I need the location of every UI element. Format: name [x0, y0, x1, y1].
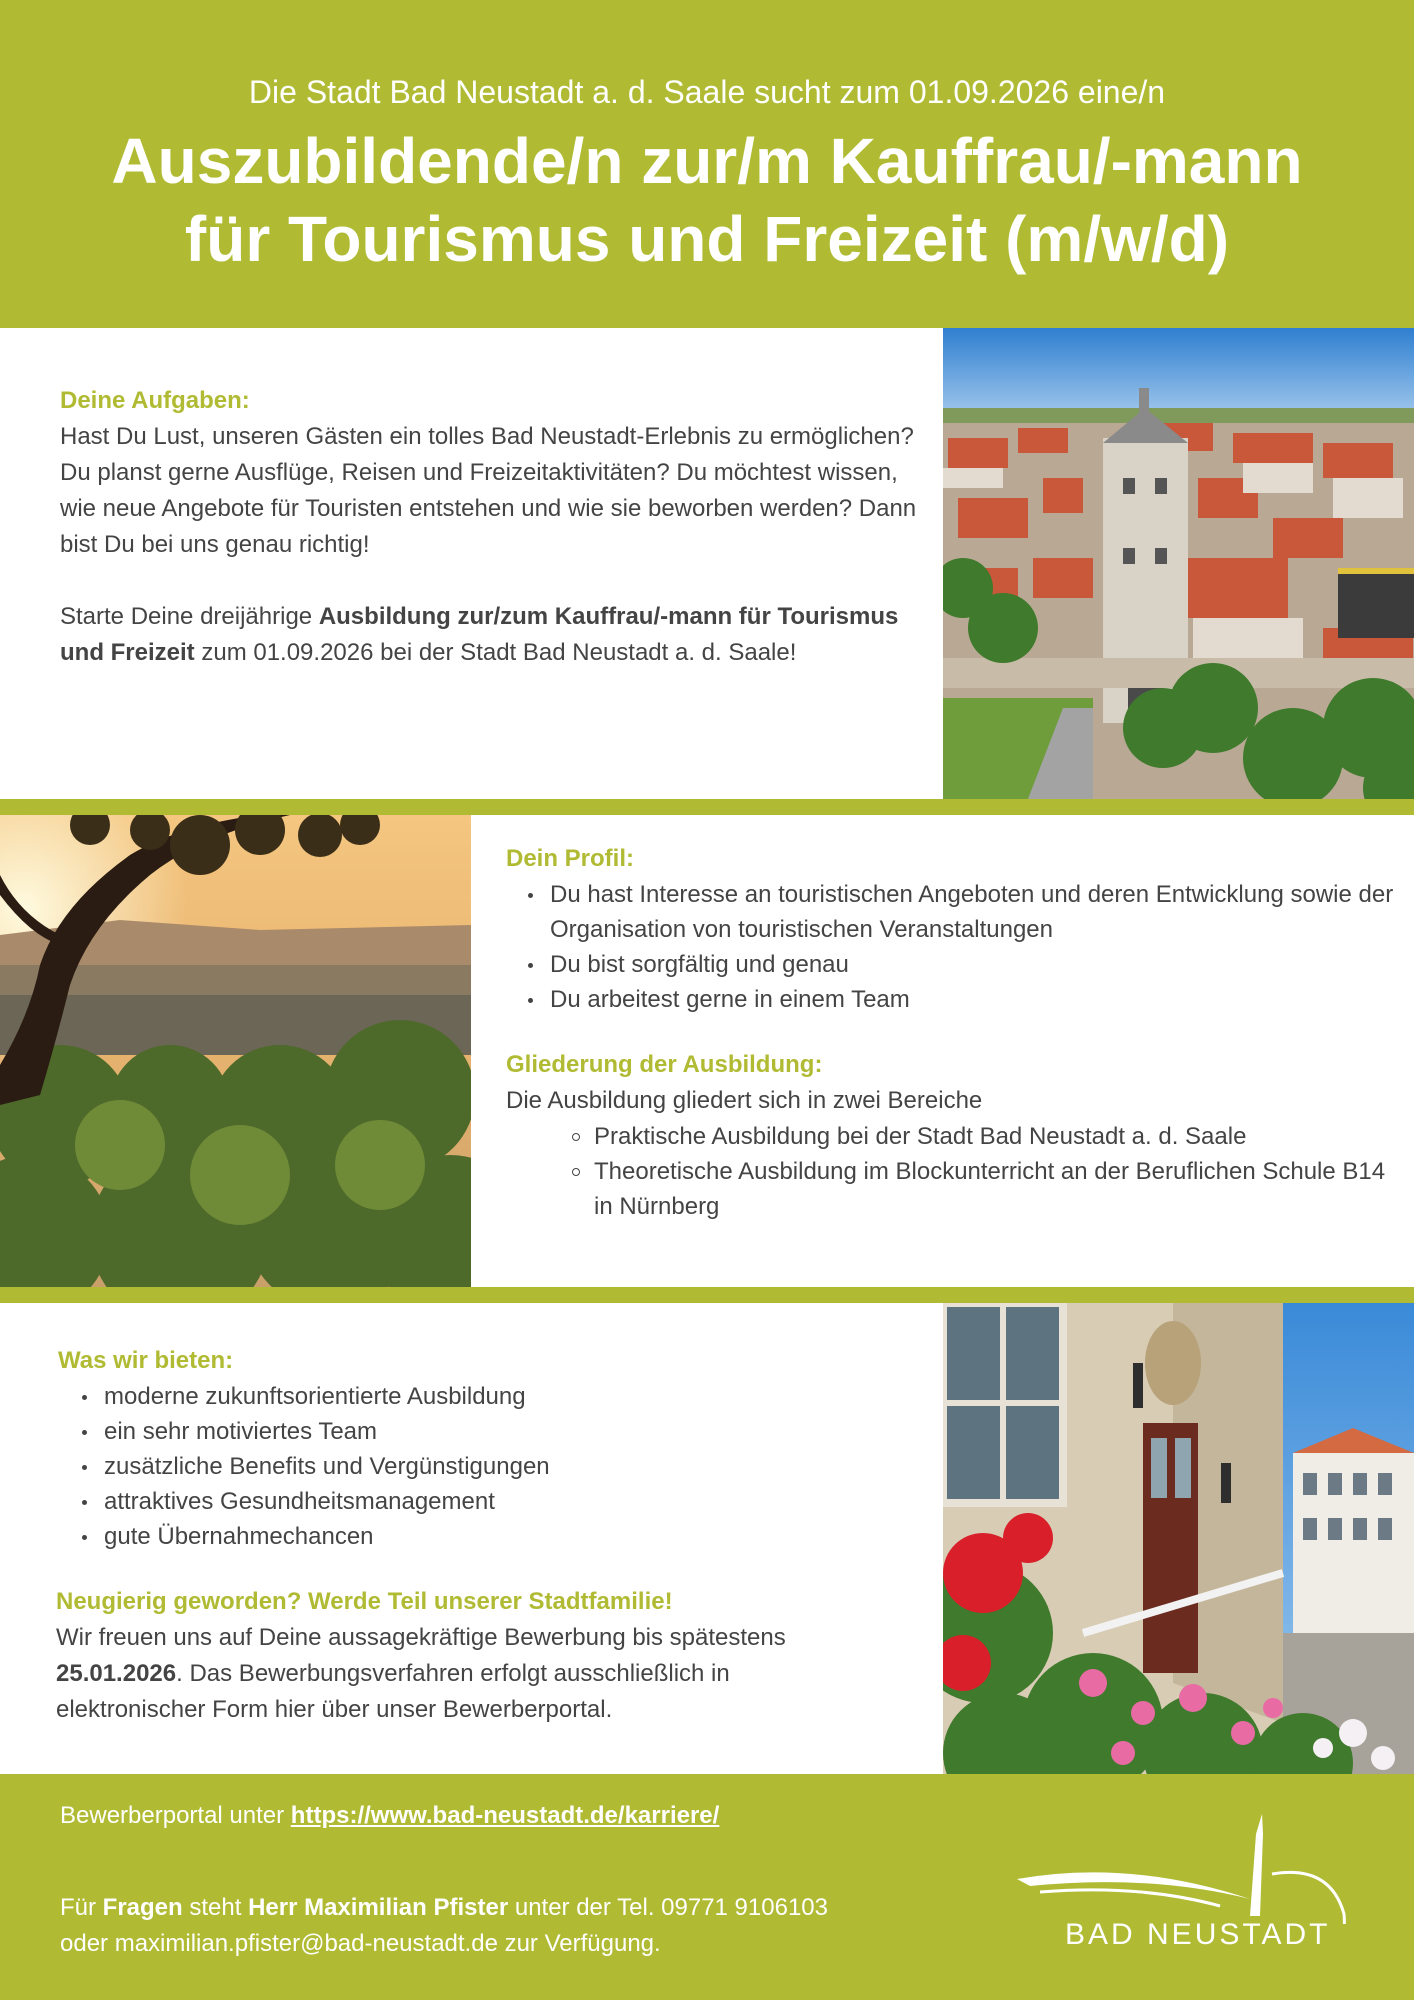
- profile-section: [471, 815, 1414, 1287]
- job-title-line-1: Auszubildende/n zur/m Kauffrau/-mann: [111, 125, 1303, 197]
- offer-list: [58, 1379, 918, 1554]
- bad-neustadt-logo: [1010, 1804, 1390, 1974]
- portal-line: [60, 1798, 719, 1834]
- header-banner: [0, 0, 1414, 328]
- contact-info: [60, 1890, 960, 1962]
- tasks-paragraph-2-end: zum 01.09.2026 bei der Stadt Bad Neustadt a. d. Saale!: [194, 639, 797, 666]
- profile-item-2: Du bist sorgfältig und genau: [550, 947, 1406, 982]
- offer-item-1: moderne zukunftsorientierte Ausbildung: [104, 1379, 918, 1414]
- header-subtitle: Die Stadt Bad Neustadt a. d. Saale sucht zum 01.09.2026 eine/n: [248, 74, 1166, 110]
- apply-text: [56, 1620, 856, 1728]
- offer-heading: Was wir bieten:: [58, 1347, 234, 1374]
- tasks-section: [0, 328, 943, 799]
- offer-item-4: attraktives Gesundheitsmanagement: [104, 1484, 918, 1519]
- profile-item-3: Du arbeitest gerne in einem Team: [550, 982, 1406, 1017]
- town-aerial-photo: [943, 328, 1414, 799]
- apply-deadline: 25.01.2026: [56, 1660, 177, 1687]
- logo-swoosh-icon: [1010, 1804, 1390, 1924]
- apply-heading: Neugierig geworden? Werde Teil unserer Stadtfamilie!: [56, 1588, 673, 1615]
- portal-link[interactable]: https://www.bad-neustadt.de/karriere/: [290, 1802, 720, 1829]
- sunset-landscape-photo: [0, 815, 471, 1287]
- contact-questions: Fragen: [102, 1894, 183, 1921]
- tasks-heading: Deine Aufgaben:: [60, 387, 250, 414]
- structure-item-1: Praktische Ausbildung bei der Stadt Bad Neustadt a. d. Saale: [594, 1119, 1406, 1154]
- job-title: [0, 122, 1414, 278]
- tasks-paragraph-2: [60, 599, 920, 671]
- logo-text: BAD NEUSTADT: [1065, 1918, 1331, 1951]
- portal-label: Bewerberportal unter: [60, 1802, 291, 1829]
- structure-intro: Die Ausbildung gliedert sich in zwei Bereiche: [506, 1087, 983, 1114]
- contact-text-2: steht: [182, 1894, 249, 1921]
- offer-section: [0, 1303, 943, 1774]
- offer-item-2: ein sehr motiviertes Team: [104, 1414, 918, 1449]
- contact-phone: unter der Tel. 09771 9106103: [508, 1894, 828, 1921]
- apply-text-start: Wir freuen uns auf Deine aussagekräftige Bewerbung bis spätestens: [56, 1624, 786, 1651]
- tasks-training-title: Ausbildung zur/zum Kauffrau/-mann für Tourismus und Freizeit: [60, 603, 899, 666]
- profile-list: [506, 877, 1406, 1017]
- structure-list: [506, 1119, 1406, 1224]
- structure-item-2: Theoretische Ausbildung im Blockunterricht an der Beruflichen Schule B14 in Nürnberg: [594, 1154, 1406, 1224]
- town-hall-flowers-photo: [943, 1303, 1414, 1774]
- tasks-paragraph-2-start: Starte Deine dreijährige: [60, 603, 319, 630]
- offer-item-3: zusätzliche Benefits und Vergünstigungen: [104, 1449, 918, 1484]
- contact-person: Herr Maximilian Pfister: [248, 1894, 509, 1921]
- job-title-line-2: für Tourismus und Freizeit (m/w/d): [184, 203, 1230, 275]
- contact-text-1: Für: [60, 1894, 103, 1921]
- divider-bar-1: [0, 799, 1414, 815]
- footer-banner: [0, 1774, 1414, 2000]
- profile-heading: Dein Profil:: [506, 845, 635, 872]
- offer-item-5: gute Übernahmechancen: [104, 1519, 918, 1554]
- profile-item-1: Du hast Interesse an touristischen Angeboten und deren Entwicklung sowie der Organisation von touristischen Veranstaltungen: [550, 877, 1406, 947]
- divider-bar-2: [0, 1287, 1414, 1303]
- contact-email: oder maximilian.pfister@bad-neustadt.de zur Verfügung.: [60, 1930, 661, 1957]
- apply-text-end: . Das Bewerbungsverfahren erfolgt ausschließlich in elektronischer Form hier über unser Bewerberportal.: [56, 1660, 730, 1723]
- tasks-paragraph-1: Hast Du Lust, unseren Gästen ein tolles Bad Neustadt-Erlebnis zu ermöglichen? Du planst gerne Ausflüge, Reisen und Freizeitaktivitäten? Du möchtest wissen, wie neue Angebote für Touristen entstehen und wie sie beworben werden? Dann bist Du bei uns genau richtig!: [60, 423, 917, 558]
- structure-heading: Gliederung der Ausbildung:: [506, 1051, 823, 1078]
